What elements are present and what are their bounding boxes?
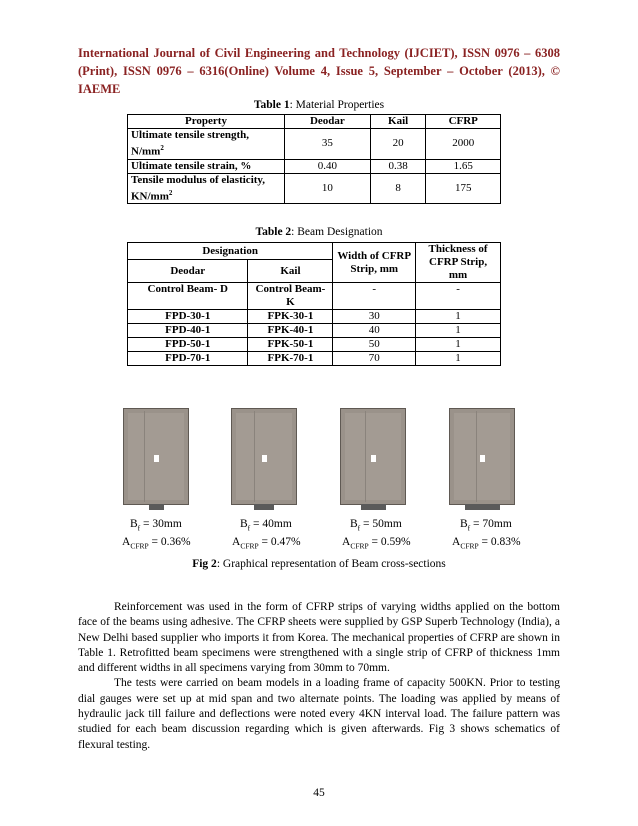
dial-gauge-point-marker [262,455,267,462]
table-header-cell: CFRP [426,115,501,129]
table-cell: 0.40 [285,159,371,173]
table-cell: 1.65 [426,159,501,173]
journal-header-line1: International Journal of Civil Engineering and Technology (IJCIET), ISSN 0976 – 6308 [78,46,560,60]
table1-caption: Table 1: Material Properties [253,99,385,111]
beam-cross-section [123,408,189,505]
table-cell: FPD-30-1 [128,310,248,324]
table-cell: 70 [333,352,416,366]
table-cell: FPK-40-1 [248,324,333,338]
cfrp-strip [149,504,164,510]
table-row [128,283,501,310]
paragraph: The tests were carried on beam models in a loading frame of capacity 500KN. Prior to testing dial gauges were set up at mid span and two alternate points. The loading was applied by means of hydraulic jack till failure and deflections were noted every 4KN interval load. The failure pattern was studied for each beam discussion regarding which is given afterwards. Fig 3 shows schematics of flexural testing. [78,677,560,751]
table-cell: 8 [370,173,426,204]
table-row-label: Ultimate tensile strain, % [128,159,285,173]
table-cell: 1 [416,338,501,352]
journal-header [78,44,560,98]
table-cell: - [416,283,501,310]
table-header-cell: Width of CFRP Strip, mm [333,243,416,283]
table-row-label: Ultimate tensile strength, $N/mm^2$ [128,129,285,160]
table-cell: FPK-70-1 [248,352,333,366]
table-cell: 35 [285,129,371,160]
dial-gauge-point-marker [371,455,376,462]
table2-caption: Table 2: Beam Designation [255,226,383,238]
table-row [128,173,501,204]
table-cell: Control Beam- D [128,283,248,310]
table-cell: 175 [426,173,501,204]
beam-label: $B_f = 70mm$ $A_{CFRP} = 0.83\%$ [452,518,521,551]
beam-designation-table [127,242,501,366]
table-cell: FPD-70-1 [128,352,248,366]
body-text [78,600,560,753]
figure-caption: Fig 2: Graphical representation of Beam cross-sections [192,558,446,570]
paragraph: Reinforcement was used in the form of CFRP strips of varying widths applied on the bottom face of the beams using adhesive. The CFRP sheets were supplied by GSP Superb Technology (India), a New Delhi based supplier who imports it from Korea. The mechanical properties of CFRP are shown in Table 1. Retrofitted beam specimens were strengthened with a single strip of CFRP of thickness 1mm and different widths in all specimens varying from 30mm to 70mm. [78,601,560,675]
table-header-cell: Thickness of CFRP Strip, mm [416,243,501,283]
table-cell: 2000 [426,129,501,160]
table-header-cell: Deodar [285,115,371,129]
cfrp-strip [361,504,386,510]
table-header-cell: Kail [370,115,426,129]
table-row [128,129,501,160]
table-cell: 10 [285,173,371,204]
table-cell: - [333,283,416,310]
cfrp-strip [465,504,500,510]
table-header-cell: Kail [248,260,333,283]
table-cell: FPK-50-1 [248,338,333,352]
beam-label: $B_f = 50mm$ $A_{CFRP} = 0.59\%$ [342,518,411,551]
table-row [128,310,501,324]
beam-grain-line [476,411,477,502]
table-header-row [128,115,501,129]
table-header-cell: Deodar [128,260,248,283]
page-number: 45 [313,787,325,799]
table-row [128,352,501,366]
table-cell: 1 [416,310,501,324]
material-properties-table [127,114,501,204]
table-cell: FPD-50-1 [128,338,248,352]
table-row-label: Tensile modulus of elasticity, $KN/mm^2$ [128,173,285,204]
table-row [128,338,501,352]
cfrp-strip [254,504,274,510]
table-row [128,159,501,173]
table-cell: FPK-30-1 [248,310,333,324]
beam-label: $B_f = 40mm$ $A_{CFRP} = 0.47\%$ [232,518,301,551]
table-cell: Control Beam- K [248,283,333,310]
table-cell: 30 [333,310,416,324]
table-header-cell: Designation [128,243,333,260]
dial-gauge-point-marker [480,455,485,462]
table-cell: 1 [416,324,501,338]
beam-grain-line [144,411,145,502]
beam-grain-line [254,411,255,502]
table-cell: 50 [333,338,416,352]
beam-label: $B_f = 30mm$ $A_{CFRP} = 0.36\%$ [122,518,191,551]
beam-grain-line [365,411,366,502]
table-cell: 1 [416,352,501,366]
table-cell: 20 [370,129,426,160]
table-cell: 40 [333,324,416,338]
beam-cross-section [340,408,406,505]
beam-cross-section [449,408,515,505]
dial-gauge-point-marker [154,455,159,462]
journal-header-line2: (Print), ISSN 0976 – 6316(Online) Volume 4, Issue 5, September – October (2013), © IAEME [78,64,560,96]
beam-cross-section [231,408,297,505]
table-row [128,324,501,338]
table-cell: FPD-40-1 [128,324,248,338]
table-cell: 0.38 [370,159,426,173]
table-header-cell: Property [128,115,285,129]
table-header-row [128,243,501,260]
